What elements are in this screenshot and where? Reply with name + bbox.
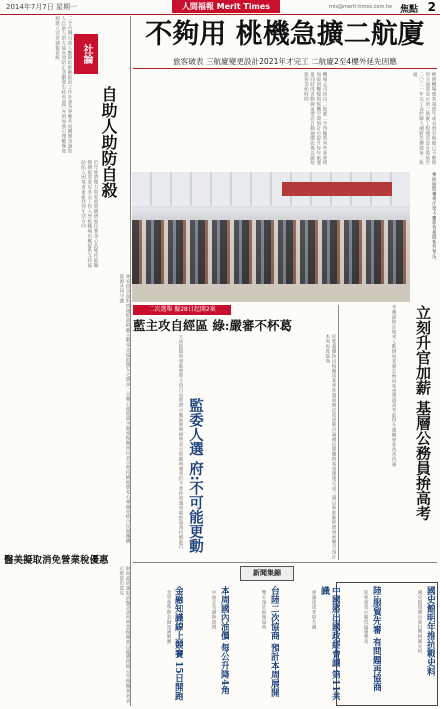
brief-headline-4: 台陸二次協商 預計本周展開: [269, 586, 279, 698]
story2-kicker: 二次選舉 擬28日起開2案: [133, 305, 231, 315]
brief-body-6: 金管會舉辦金融知識競賽: [166, 590, 171, 644]
airport-photo: [132, 172, 410, 302]
brief-headline-5: 本周國內油價 每公升降4角: [219, 586, 229, 695]
story2-body-right: 民進黨團指出相關法案牽涉層面廣泛需逐條討論國民黨團則希望儘速完成三讀以利推動經濟發展雙方預計本周再度協商: [324, 334, 336, 560]
contact-email: mis@merit-times.com.tw: [329, 4, 392, 10]
lead-body-right: 桃園機場旅客量逐年成長現有航廈已不敷使用交通部表示第三航廈工程變更設計將延至二〇二一年完工為紓解人潮將先擴建第二航廈: [412, 72, 436, 166]
column-divider-right: [338, 305, 339, 560]
brief-body-2: 陸委會表示服貿協議審查: [363, 590, 368, 644]
story2-body: 立法院臨時會藍營將主攻自由經濟示範區條例綠營表示將嚴格審查但不會杯葛議事朝野協商持續進行: [178, 334, 183, 550]
page-header: [0, 0, 440, 15]
bottom-divider: [133, 562, 437, 563]
photo-floor: [132, 284, 410, 302]
brief-body-3: 會議達成多項共識: [311, 590, 316, 630]
column-body: 專家指出面對情緒低落時應主動尋求協助親友之間多一分關心便能減少憾事相關單位表示將持續推廣安心專線並結合民間團體資源共同守護: [118, 274, 130, 544]
news-briefs-label: 新聞集錦: [240, 566, 294, 581]
brief-headline-1: 國史館明年推抗戰史料: [425, 586, 435, 676]
page-number: 2: [427, 0, 436, 14]
column-divider: [130, 16, 131, 706]
editorial-label: 社論: [74, 34, 98, 74]
right-body: 考選部統計報考人數增加基層公務員希望透過高考取得升遷機會並改善待遇: [391, 305, 396, 467]
brief-body-5: 中油宣布調降油價: [211, 590, 216, 630]
editorial-body-lower: 近年經濟壓力與家庭問題增加民眾身心負擔社區關懷網絡需要更多志工投入學校職場也應提供支持協助陷入困境者重新找到生活方向: [80, 160, 98, 268]
lead-headline: 不夠用 桃機急擴二航廈: [145, 19, 425, 50]
section-name: 焦點: [399, 5, 418, 15]
story3-headline: 監委人選 府:不可能更動: [187, 398, 204, 554]
photo-caption: 桃園國際機場出境大廳旅客排隊報到情況。: [431, 172, 436, 264]
masthead: 人間福報 Merit Times: [172, 0, 280, 13]
editorial-body-upper: 二全台灣自殺人數降低推動防治工作社會各界應共同關懷身邊的人自助人助方能有效防止悲劇發生政府部門亦須加強心理輔導資源建立完善通報系統: [54, 16, 72, 154]
brief-body-4: 雙方預計展開協商: [261, 590, 266, 630]
photo-banner: [282, 182, 392, 196]
brief-headline-6: 金融知識線上競賽 15日開跑: [173, 586, 183, 701]
lead-body-left: 機場公司指出二航廈二至四樓將向外延伸增加報到櫃檯與候機空間預計可提升每年旅運量同時改善動線並增設自動通關設備以縮短旅客等候時間: [303, 72, 327, 166]
story2-headline: 藍主攻自經區 綠:嚴審不杯葛: [133, 318, 292, 333]
issue-date: 2014年7月7日 星期一: [6, 3, 77, 11]
lead-subhead: 旅客破表 三航廈變更設計2021年才完工 二航廈2至4樓外延先因應: [173, 57, 397, 66]
editorial-title: 自助人助防自殺: [99, 86, 118, 198]
brief-headline-3: 中國將出國政經會議 第11共識: [319, 586, 340, 701]
bottom-left-body: 財政部研議取消醫美診所營業稅優惠以維護租稅公平相關業者表示將提出意見: [118, 566, 130, 704]
bottom-left-headline: 醫美擬取消免營業稅優惠: [4, 555, 109, 566]
headline-rule: [133, 68, 437, 69]
right-story-headline: 立刻升官加薪 基層公務員拚高考: [414, 305, 432, 521]
brief-headline-2: 陸:服貿先審 有問題再協商: [371, 586, 381, 692]
brief-body-1: 國史館規劃出版抗戰相關史料: [417, 590, 422, 654]
